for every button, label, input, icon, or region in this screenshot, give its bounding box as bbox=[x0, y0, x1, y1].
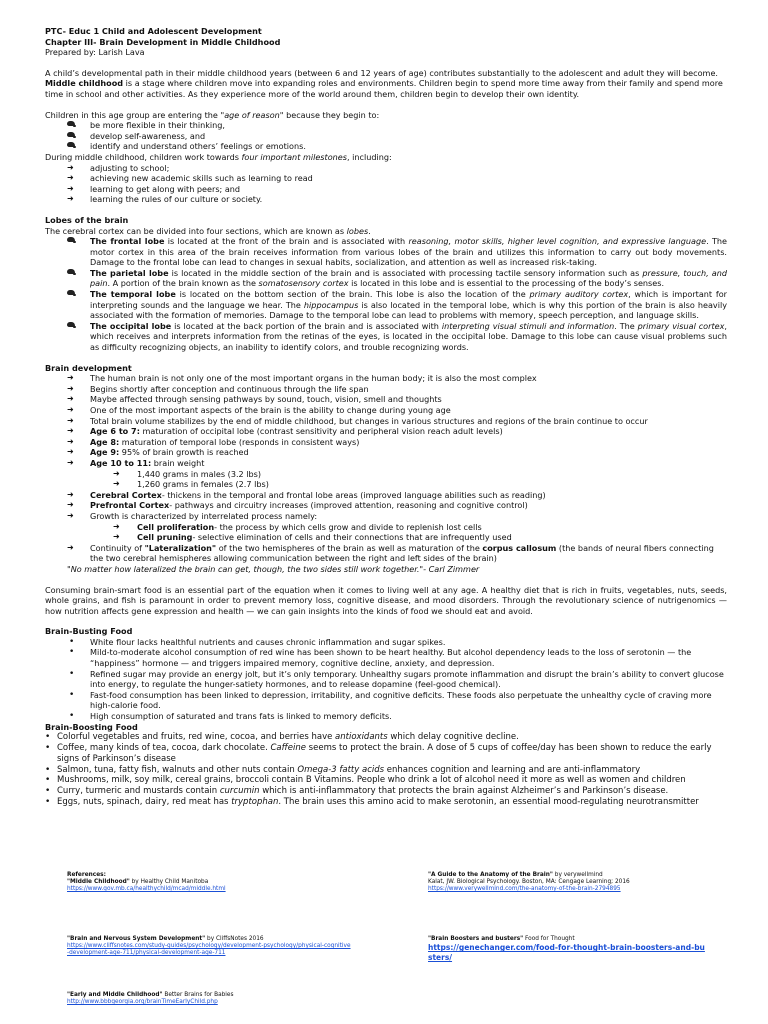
list-item: • Fast-food consumption has been linked to depression, irritability, and cognitive deficits. These foods also perpetuate the unhealthy cycle of craving more high-calorie food. bbox=[69, 689, 712, 711]
list-item: ➜ Age 8: maturation of temporal lobe (responds in consistent ways) bbox=[67, 436, 360, 447]
reference-link-cliffsnotes[interactable]: https://www.cliffsnotes.com/study-guides/psychology/development-psychology/physical-cognitive-development-age-711/physical-development-age-711 bbox=[67, 943, 351, 957]
reference-link-genechanger[interactable]: https://genechanger.com/food-for-thought-brain-boosters-and-busters/ bbox=[428, 943, 705, 962]
reference-cliffsnotes: "Brain and Nervous System Development" by CliffsNotes 2016 https://www.cliffsnotes.com/study-guides/psychology/development-psychology/physical-cognitive-development-age-711/physical-development-age-711 bbox=[67, 936, 351, 957]
prepared-by: Prepared by: Larish Lava bbox=[45, 47, 145, 58]
list-item: ➜ Age 9: 95% of brain growth is reached bbox=[67, 447, 249, 458]
list-item: • Refined sugar may provide an energy jolt, but it’s only temporary. Unhealthy sugars promote inflammation and disrupt the brain’s ability to convert glucose into energy, to regulate the hunger-satiety hormones, and to release dopamine (feel-good chemical). bbox=[69, 668, 724, 690]
list-item: • Mild-to-moderate alcohol consumption of red wine has been shown to be heart healthy. But alcohol dependency leads to the loss of serotonin — the “happiness” hormone — and triggers impaired memory, cognitive decline, anxiety, and depression. bbox=[69, 647, 692, 669]
list-item: develop self-awareness, and bbox=[45, 131, 727, 142]
reference-link-bbbgeorgia[interactable]: http://www.bbbgeorgia.org/brainTimeEarlyChild.php bbox=[67, 999, 218, 1006]
frontal-lobe-item: The frontal lobe is located at the front of the brain and is associated with reasoning, motor skills, higher level cognition, and expressive language. The motor cortex in this area of the brain receives information from various lobes of the brain and utilizes this information to carry out body movements. Damage to the frontal lobe can lead to changes in sexual habits, socialization, and attention as well as increased risk-taking. bbox=[45, 236, 727, 268]
arrow-bullet-icon: ➜ bbox=[113, 532, 120, 542]
bullet-icon: • bbox=[45, 732, 51, 743]
reference-middle-childhood: "Middle Childhood" by Healthy Child Manitoba bbox=[67, 879, 209, 886]
list-item: ➜ 1,440 grams in males (3.2 lbs) bbox=[113, 468, 262, 479]
list-item: identify and understand others’ feelings or emotions. bbox=[45, 141, 727, 152]
brain-bullet-icon bbox=[67, 120, 77, 127]
bullet-icon: • bbox=[69, 689, 75, 700]
list-item: be more flexible in their thinking, bbox=[45, 120, 727, 131]
arrow-bullet-icon: ➜ bbox=[67, 457, 74, 467]
bullet-icon: • bbox=[69, 647, 75, 658]
brain-busting-heading: Brain-Busting Food bbox=[45, 626, 133, 637]
lobes-heading: Lobes of the brain bbox=[45, 214, 129, 225]
arrow-bullet-icon: ➜ bbox=[67, 162, 74, 172]
arrow-bullet-icon: ➜ bbox=[113, 521, 120, 531]
arrow-bullet-icon: ➜ bbox=[67, 405, 74, 414]
arrow-bullet-icon: ➜ bbox=[67, 415, 74, 425]
arrow-bullet-icon: ➜ bbox=[67, 394, 74, 404]
list-item: • Curry, turmeric and mustards contain curcumin which is anti-inflammatory that protects the brain against Alzheimer’s and Parkinson’s disease. bbox=[45, 786, 669, 797]
milestones-list bbox=[45, 163, 727, 205]
list-item: ➜ adjusting to school; bbox=[67, 162, 170, 173]
arrow-bullet-icon: ➜ bbox=[67, 173, 74, 183]
brain-busting-list bbox=[45, 637, 727, 722]
bullet-icon: • bbox=[45, 797, 51, 807]
bullet-icon: • bbox=[69, 636, 75, 647]
list-item: ➜ Cerebral Cortex- thickens in the temporal and frontal lobe areas (improved language abilities such as reading) bbox=[67, 489, 546, 500]
reference-link-manitoba[interactable]: https://www.gov.mb.ca/healthychild/mcad/middle.html bbox=[67, 886, 226, 893]
list-item: ➜ The human brain is not only one of the most important organs in the human body; it is also the most complex bbox=[67, 373, 537, 384]
food-intro-paragraph: Consuming brain-smart food is an essential part of the equation when it comes to living well at any age. A healthy diet that is rich in fruits, vegetables, nuts, seeds, whole grains, and fish is paramount in order to prevent memory loss, cognitive disease, and mood disorders. Through the revolutionary science of nutrigenomics — how nutrition affects gene expression and health — we can gain insights into the kinds of food we should eat and avoid. bbox=[45, 584, 727, 616]
list-item: ➜ Maybe affected through sensing pathways by sound, touch, vision, smell and thoughts bbox=[67, 394, 442, 405]
list-item: • Eggs, nuts, spinach, dairy, red meat has tryptophan. The brain uses this amino acid to make serotonin, an essential mood-regulating neurotransmitter bbox=[45, 797, 699, 807]
arrow-bullet-icon: ➜ bbox=[67, 447, 74, 457]
bullet-icon: • bbox=[45, 743, 51, 754]
zimmer-quote: "No matter how lateralized the brain can get, though, the two sides still work together."- Carl Zimmer bbox=[67, 563, 480, 574]
list-item: ➜ learning to get along with peers; and bbox=[67, 183, 241, 194]
list-item: ➜ learning the rules of our culture or society. bbox=[67, 194, 263, 205]
brain-bullet-icon bbox=[67, 131, 77, 138]
list-item: ➜ Age 6 to 7: maturation of occipital lobe (contrast sensitivity and peripheral vision reach adult levels) bbox=[67, 426, 503, 437]
reference-link-verywellmind[interactable]: https://www.verywellmind.com/the-anatomy-of-the-brain-2794895 bbox=[428, 886, 621, 893]
arrow-bullet-icon: ➜ bbox=[113, 479, 120, 489]
list-item: ➜ Age 10 to 11: brain weight bbox=[67, 457, 205, 468]
bullet-icon: • bbox=[45, 786, 51, 797]
brain-development-list bbox=[45, 373, 727, 564]
list-item: ➜ Continuity of "Lateralization" of the two hemispheres of the brain as well as maturation of the corpus callosum (the bands of neural fibers connecting the two cerebral hemispheres allowing communication between the right and left sides of the brain) bbox=[67, 542, 714, 564]
bullet-icon: • bbox=[45, 764, 51, 775]
brain-bullet-icon bbox=[67, 321, 77, 328]
list-item: ➜ One of the most important aspects of the brain is the ability to change during young age bbox=[67, 405, 451, 415]
list-item: ➜ achieving new academic skills such as learning to read bbox=[67, 173, 313, 184]
arrow-bullet-icon: ➜ bbox=[67, 436, 74, 446]
lobes-intro: The cerebral cortex can be divided into four sections, which are known as lobes. bbox=[45, 225, 371, 236]
list-item: ➜ Begins shortly after conception and continuous through the life span bbox=[67, 383, 369, 394]
temporal-lobe-item: The temporal lobe is located on the bottom section of the brain. This lobe is also the location of the primary auditory cortex, which is important for interpreting sounds and the language we hear. The hippocampus is also located in the temporal lobe, which is why this portion of the brain is also heavily associated with the formation of memories. Damage to the temporal lobe can lead to problems with memory, speech perception, and language skills. bbox=[45, 289, 727, 321]
list-item: ➜ Growth is characterized by interrelated process namely: bbox=[67, 510, 318, 521]
brain-bullet-icon bbox=[67, 141, 77, 148]
milestones-intro: During middle childhood, children work towards four important milestones, including: bbox=[45, 151, 392, 162]
chapter-title: Chapter III- Brain Development in Middle Childhood bbox=[45, 36, 281, 47]
reference-early-middle-childhood: "Early and Middle Childhood" Better Brains for Babies http://www.bbbgeorgia.org/brainTimeEarlyChild.php bbox=[67, 992, 234, 1006]
arrow-bullet-icon: ➜ bbox=[67, 183, 74, 193]
list-item: • Coffee, many kinds of tea, cocoa, dark chocolate. Caffeine seems to protect the brain. A dose of 5 cups of coffee/day has been shown to reduce the early signs of Parkinson’s disease bbox=[45, 743, 712, 764]
reference-brain-boosters: "Brain Boosters and busters" Food for Thought https://genechanger.com/food-for-thought-brain-boosters-and-busters/ bbox=[428, 936, 705, 962]
bullet-icon: • bbox=[69, 668, 75, 679]
brain-boosting-list bbox=[45, 732, 727, 808]
arrow-bullet-icon: ➜ bbox=[67, 510, 74, 520]
occipital-lobe-item: The occipital lobe is located at the back portion of the brain and is associated with interpreting visual stimuli and information. The primary visual cortex, which receives and interprets information from the retinas of the eyes, is located in the occipital lobe. Damage to this lobe can cause visual problems such as difficulty recognizing objects, an inability to identify colors, and trouble recognizing words. bbox=[45, 321, 727, 353]
arrow-bullet-icon: ➜ bbox=[113, 468, 120, 478]
lobes-list bbox=[45, 236, 727, 353]
list-item: ➜ Total brain volume stabilizes by the end of middle childhood, but changes in various structures and regions of the brain continue to occur bbox=[67, 415, 648, 426]
middle-childhood-paragraph: Middle childhood is a stage where children move into expanding roles and environments. Children begin to spend more time away from their family and spend more time in school and other activities. As they experience more of the world around them, children begin to develop their own identity. bbox=[45, 78, 723, 99]
age-of-reason-list bbox=[45, 120, 727, 152]
list-item: • High consumption of saturated and trans fats is linked to memory deficits. bbox=[69, 711, 392, 722]
list-item: • Colorful vegetables and fruits, red wine, cocoa, and berries have antioxidants which delay cognitive decline. bbox=[45, 732, 519, 743]
list-item: ➜ Prefrontal Cortex- pathways and circuitry increases (improved attention, reasoning and cognitive control) bbox=[67, 500, 528, 511]
brain-bullet-icon bbox=[67, 268, 77, 275]
intro-paragraph: A child’s developmental path in their middle childhood years (between 6 and 12 years of age) contributes substantially to the adolescent and adult they will become. bbox=[45, 67, 718, 78]
brain-boosting-heading: Brain-Boosting Food bbox=[45, 721, 138, 732]
bullet-icon: • bbox=[45, 775, 51, 786]
list-item: • Mushrooms, milk, soy milk, cereal grains, broccoli contain B Vitamins. People who drink a lot of alcohol need it more as well as women and children bbox=[45, 775, 686, 786]
age-of-reason-intro: Children in this age group are entering the "age of reason" because they begin to: bbox=[45, 109, 380, 120]
brain-development-heading: Brain development bbox=[45, 362, 132, 373]
parietal-lobe-item: The parietal lobe is located in the middle section of the brain and is associated with processing tactile sensory information such as pressure, touch, and pain. A portion of the brain known as the somatosensory cortex is located in this lobe and is essential to the processing of the body’s senses. bbox=[45, 268, 727, 289]
list-item: ➜ 1,260 grams in females (2.7 lbs) bbox=[113, 479, 269, 490]
list-item: • White flour lacks healthful nutrients and causes chronic inflammation and sugar spikes. bbox=[69, 636, 446, 647]
arrow-bullet-icon: ➜ bbox=[67, 426, 74, 436]
arrow-bullet-icon: ➜ bbox=[67, 373, 74, 383]
course-title: PTC- Educ 1 Child and Adolescent Development bbox=[45, 26, 262, 36]
document-page bbox=[45, 26, 727, 808]
brain-bullet-icon bbox=[67, 236, 77, 243]
list-item: ➜ Cell proliferation- the process by which cells grow and divide to replenish lost cells bbox=[113, 521, 482, 532]
arrow-bullet-icon: ➜ bbox=[67, 542, 74, 552]
brain-bullet-icon bbox=[67, 289, 77, 296]
arrow-bullet-icon: ➜ bbox=[67, 489, 74, 499]
arrow-bullet-icon: ➜ bbox=[67, 383, 74, 393]
references-left-column bbox=[67, 872, 367, 894]
arrow-bullet-icon: ➜ bbox=[67, 194, 74, 204]
list-item: ➜ Cell pruning- selective elimination of cells and their connections that are infrequently used bbox=[113, 532, 512, 543]
list-item: • Salmon, tuna, fatty fish, walnuts and other nuts contain Omega-3 fatty acids enhances cognition and learning and are anti-inflammatory bbox=[45, 764, 641, 775]
bullet-icon: • bbox=[69, 711, 75, 722]
arrow-bullet-icon: ➜ bbox=[67, 500, 74, 510]
references-heading: References: bbox=[67, 872, 106, 878]
reference-anatomy-guide: "A Guide to the Anatomy of the Brain" by verywellmind Kalat, JW. Biological Psychology. Boston, MA: Cengage Learning; 2016 https://www.verywellmind.com/the-anatomy-of-the-brain-2794895 bbox=[428, 872, 630, 893]
